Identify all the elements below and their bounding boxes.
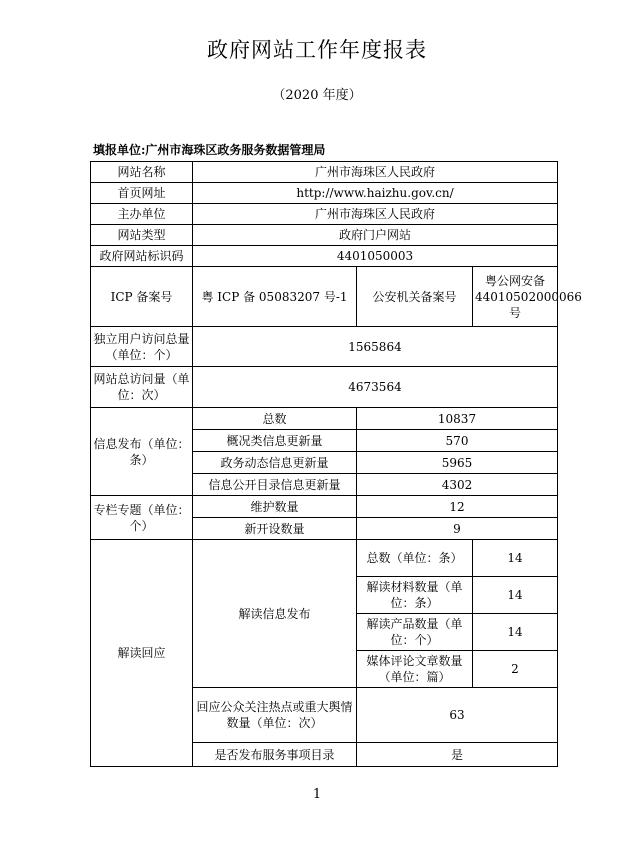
row-label: 政府网站标识码 — [91, 246, 193, 267]
item-label: 总数（单位：条） — [357, 540, 473, 577]
table-row — [91, 246, 558, 267]
sub-label-interpretation: 解读信息发布 — [193, 540, 357, 688]
table-row — [91, 367, 558, 408]
row-label: 网站名称 — [91, 162, 193, 183]
row-label: 主办单位 — [91, 204, 193, 225]
police-value: 粤公网安备 44010502000066 号 — [473, 267, 558, 327]
report-table — [90, 161, 582, 767]
table-row — [91, 225, 558, 246]
item-label: 信息公开目录信息更新量 — [193, 474, 357, 496]
table-row — [91, 327, 558, 367]
section-label-interpretation: 解读回应 — [91, 540, 193, 767]
page-number: 1 — [312, 787, 322, 802]
row-value: 政府门户网站 — [193, 225, 558, 246]
icp-value: 粤 ICP 备 05083207 号-1 — [193, 267, 357, 327]
section-label-column: 专栏专题（单位：个） — [91, 496, 193, 540]
item-label: 回应公众关注热点或重大舆情数量（单位：次） — [193, 688, 357, 743]
row-value: http://www.haizhu.gov.cn/ — [193, 183, 558, 204]
table-row — [91, 204, 558, 225]
item-label: 概况类信息更新量 — [193, 430, 357, 452]
section-label-info: 信息发布（单位：条） — [91, 408, 193, 496]
row-value: 广州市海珠区人民政府 — [193, 162, 558, 183]
table-row — [91, 496, 558, 518]
item-value: 4302 — [357, 474, 558, 496]
item-value: 是 — [357, 743, 558, 767]
item-label: 总数 — [193, 408, 357, 430]
item-value: 9 — [357, 518, 558, 540]
fill-unit: 填报单位:广州市海珠区政务服务数据管理局 — [93, 143, 326, 157]
report-year: （2020 年度） — [272, 88, 362, 103]
table-row — [91, 267, 558, 327]
row-value: 4673564 — [193, 367, 558, 408]
item-value: 5965 — [357, 452, 558, 474]
item-value: 12 — [357, 496, 558, 518]
table-row — [91, 183, 558, 204]
item-value: 2 — [473, 651, 558, 688]
item-value: 63 — [357, 688, 558, 743]
item-label: 新开设数量 — [193, 518, 357, 540]
row-value: 4401050003 — [193, 246, 558, 267]
item-label: 是否发布服务事项目录 — [193, 743, 357, 767]
item-value: 14 — [473, 577, 558, 614]
row-label: 网站类型 — [91, 225, 193, 246]
document-title: 政府网站工作年度报表 — [207, 38, 427, 62]
row-value: 广州市海珠区人民政府 — [193, 204, 558, 225]
item-label: 政务动态信息更新量 — [193, 452, 357, 474]
item-label: 媒体评论文章数量（单位：篇） — [357, 651, 473, 688]
table-row — [91, 408, 558, 430]
item-value: 14 — [473, 614, 558, 651]
police-label: 公安机关备案号 — [357, 267, 473, 327]
item-value: 14 — [473, 540, 558, 577]
item-label: 解读材料数量（单位：条） — [357, 577, 473, 614]
item-value: 10837 — [357, 408, 558, 430]
item-value: 570 — [357, 430, 558, 452]
row-label: ICP 备案号 — [91, 267, 193, 327]
item-label: 维护数量 — [193, 496, 357, 518]
row-label: 独立用户访问总量（单位：个） — [91, 327, 193, 367]
row-label: 首页网址 — [91, 183, 193, 204]
item-label: 解读产品数量（单位：个） — [357, 614, 473, 651]
table-row — [91, 162, 558, 183]
table-row — [91, 540, 558, 577]
row-value: 1565864 — [193, 327, 558, 367]
row-label: 网站总访问量（单位：次） — [91, 367, 193, 408]
